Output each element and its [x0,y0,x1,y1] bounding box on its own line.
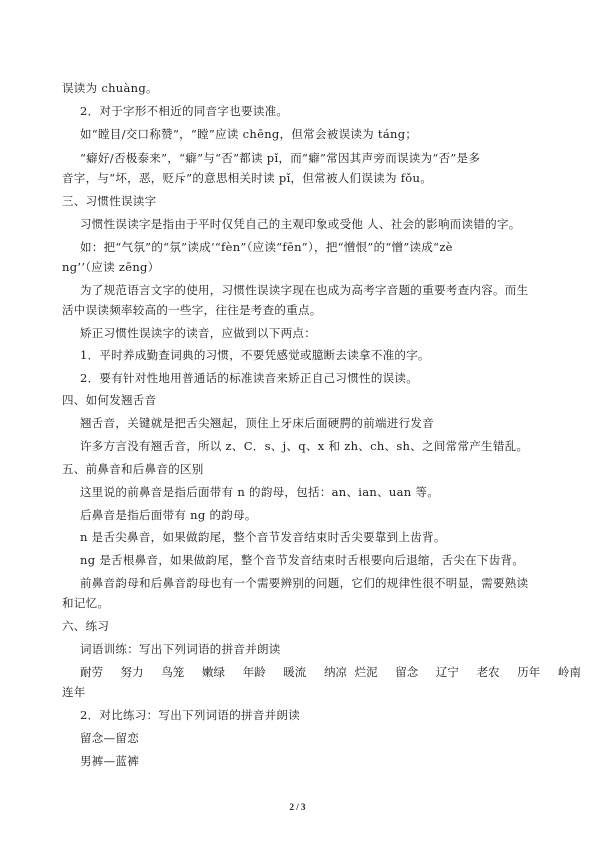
text-line: 习惯性误读字是指由于平时仅凭自己的主观印象或受他 人、社会的影响而读错的字。 [80,217,521,231]
section-heading: 三、习惯性误读字 [62,194,157,208]
text-line: 活中误读频率较高的一些字，往往是考查的重点。 [62,303,322,317]
text-line: 如“瞠目/交口称赞”，“瞠”应读 chēng，但常会被误读为 táng； [80,127,418,141]
vocab-word: 辽宁 [435,665,459,679]
list-item: 2．对于字形不相近的同音字也要读准。 [80,104,289,118]
text-line: 翘舌音，关键就是把舌尖翘起，顶住上牙床后面硬腭的前端进行发音 [80,416,434,430]
text-line: “癖好/否极泰来”，“癖”与“否”都读 pǐ，而“癖”常因其声旁而误读为“否”是多 [80,151,481,165]
vocab-word: 老农 [476,665,500,679]
section-heading: 六、练习 [62,619,110,633]
text-line: 词语训练：写出下列词语的拼音并朗读 [80,642,281,656]
vocab-word: 留念 [395,665,419,679]
text-line: 后鼻音是指后面带有 ng 的韵母。 [80,508,257,522]
vocab-word: 嫩绿 [201,665,225,679]
vocab-word: 努力 [120,665,144,679]
vocab-word: 烂泥 [354,665,378,679]
text-line: 和记忆。 [62,596,110,610]
vocab-word: 年龄 [242,665,266,679]
text-line: ng 是舌根鼻音，如果做韵尾，整个音节发音结束时舌根要向后退缩，舌尖在下齿背。 [80,553,525,567]
text-line: 误读为 chuàng。 [62,81,158,95]
page-number: 2 / 3 [289,802,306,812]
list-item: 2．要有针对性地用普通话的标准读音来矫正自己习惯性的误读。 [80,371,419,385]
text-line: 男裤—蓝裤 [80,754,139,768]
list-item: 2．对比练习：写出下列词语的拼音并朗读 [80,708,301,722]
text-line: 如：把“气氛”的“氛”读成‘“fèn”（应读“fēn”），把“憎恨”的“憎”读成“zè [80,240,453,254]
vocab-word: 纳凉 [323,665,347,679]
vocab-list [80,664,581,680]
text-line: 音字，与“坏，恶，贬斥”的意思相关时读 pǐ，但常被人们误读为 fǒu。 [62,171,432,185]
text-line: 许多方言没有翘舌音，所以 z、C．s、j、q、x 和 zh、ch、sh、之间常常产生错乱。 [80,439,529,453]
text-line: 这里说的前鼻音是指后面带有 n 的韵母，包括：an、ian、uan 等。 [80,485,440,499]
vocab-word: 历年 [517,665,541,679]
text-line: ng’’（应读 zēng） [62,260,160,274]
text-line: 矫正习惯性误读字的读音，应做到以下两点： [80,326,316,340]
vocab-word: 岭南 [557,665,581,679]
vocab-word: 连年 [62,685,86,699]
text-line: 留念—留恋 [80,731,139,745]
text-line: 为了规范语言文字的使用，习惯性误读字现在也成为高考字音题的重要考查内容。而生 [80,283,529,297]
vocab-word: 耐劳 [80,665,103,679]
vocab-word: 暖流 [283,665,307,679]
text-line: n 是舌尖鼻音，如果做韵尾，整个音节发音结束时舌尖要靠到上齿背。 [80,530,446,544]
section-heading: 四、如何发翘舌音 [62,393,157,407]
list-item: 1．平时养成勤查词典的习惯，不要凭感觉或臆断去读拿不准的字。 [80,348,430,362]
text-line: 前鼻音韵母和后鼻音韵母也有一个需要辨别的问题，它们的规律性很不明显，需要熟读 [80,576,529,590]
vocab-word: 鸟笼 [161,665,185,679]
section-heading: 五、前鼻音和后鼻音的区别 [62,462,204,476]
